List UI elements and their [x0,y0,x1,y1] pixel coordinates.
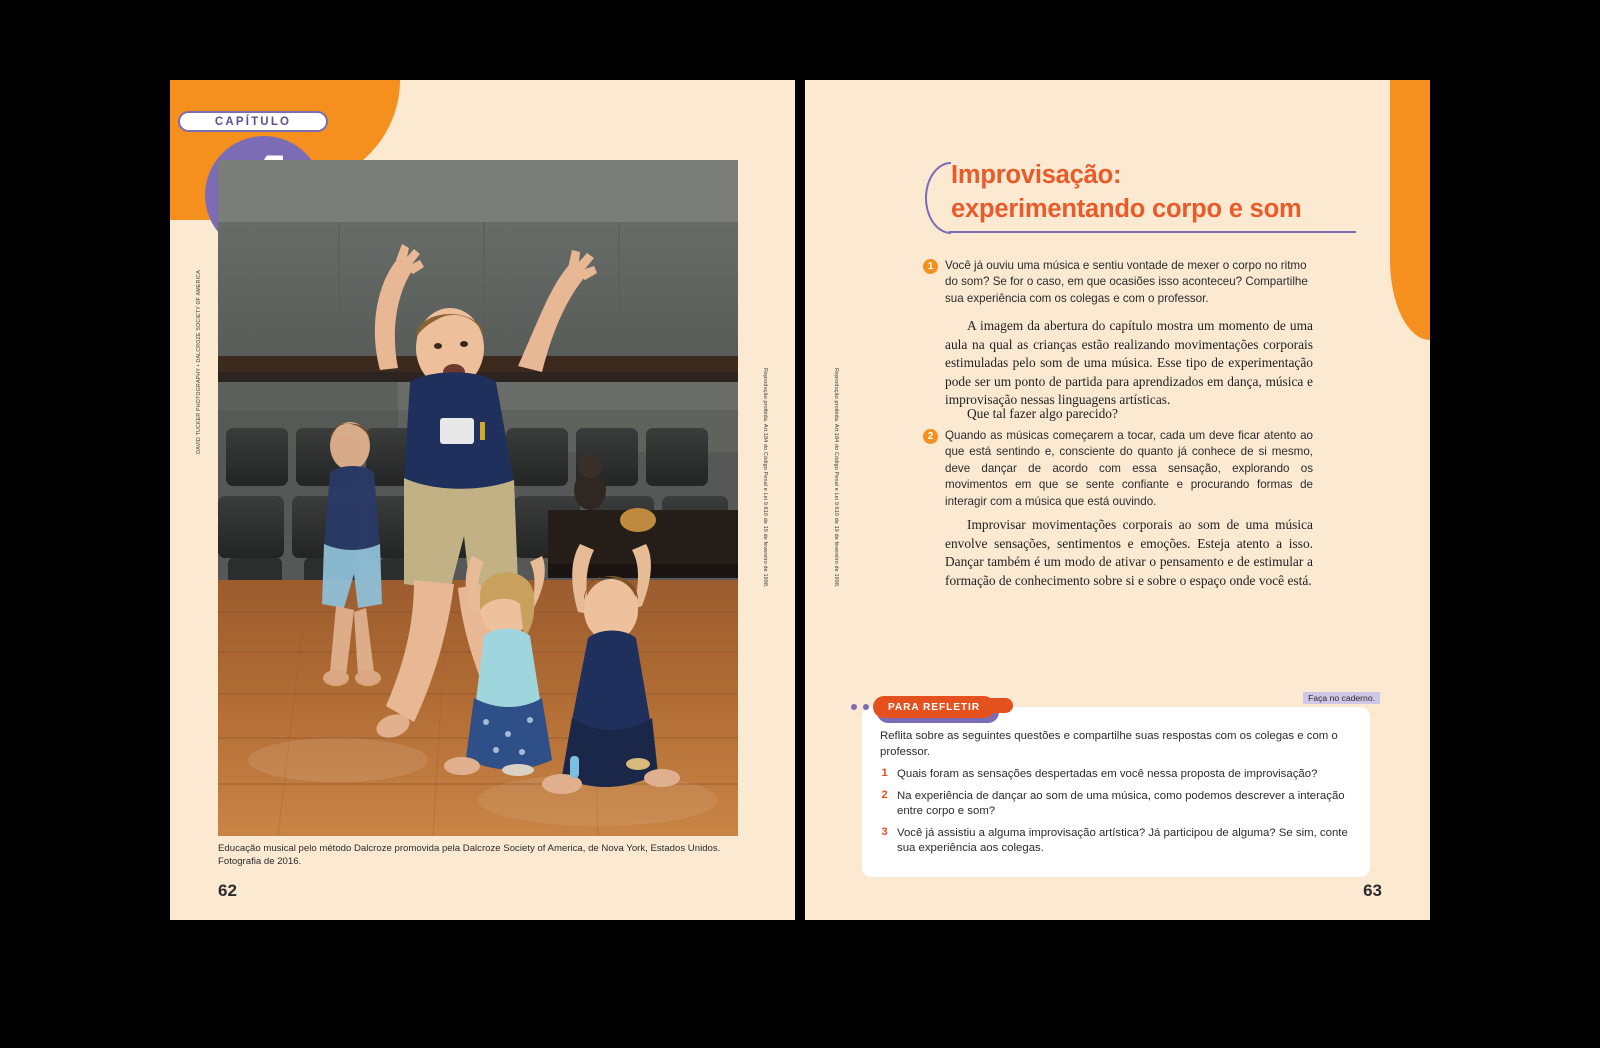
chapter-label-pill [178,111,328,132]
photo-credit-vertical: DAVID TUCKER PHOTOGRAPHY • DALCROZE SOCIETY OF AMERICA [196,270,202,454]
left-page [170,80,795,920]
numbered-activity-1 [923,258,1313,307]
body-paragraph-3: Improvisar movimentações corporais ao som de uma música envolve sensações, sentimentos e emoções. Esteja atento a isso. Dançar também é um modo de ativar o pensamento e de estimular a formação de conhecimento sobre si e sobre o espaço onde você está. [945,517,1313,588]
reflect-question-1 [880,767,1354,783]
activity-number-badge-1: 1 [923,259,938,274]
reflect-dot-decor-1 [851,704,857,710]
reflect-dot-decor-2 [863,704,869,710]
reflect-question-text-3: Você já assistiu a alguma improvisação artística? Já participou de alguma? Se sim, conte sua experiência aos colegas. [897,826,1348,854]
reflect-question-text-2: Na experiência de dançar ao som de uma música, como podemos descrever a interação entre corpo e som? [897,789,1345,817]
title-bracket-decor [925,162,951,234]
title-underline-decor [949,231,1356,233]
right-page [805,80,1430,920]
reflect-question-number-1: 1 [881,767,888,779]
activity-text-1: Você já ouviu uma música e sentiu vontade de mexer o corpo no ritmo do som? Se for o caso, em que ocasiões isso aconteceu? Compartilhe sua experiência com os colegas e com o professor. [945,259,1308,305]
reflect-question-2 [880,789,1354,820]
photo-illustration [218,160,738,836]
body-paragraph-1: A imagem da abertura do capítulo mostra um momento de uma aula na qual as crianças estão realizando movimentações corporais estimuladas pelo som de uma música. Esse tipo de experimentação pode ser um ponto de partida para aprendizados em dança, música e improvisação nessas linguagens artísticas. [945,318,1313,407]
reflect-question-3 [880,826,1354,857]
activity-text-2: Quando as músicas começarem a tocar, cada um deve ficar atento ao que está sentindo e, consciente do quanto já conhece de si mesmo, deve dançar de acordo com essa sensação, explorando os movimentos em que se sente confiante e procurando formas de interagir com a música que está ouvindo. [945,429,1313,508]
orange-decor-right [1390,80,1430,340]
reflect-question-number-2: 2 [881,788,888,801]
reflect-intro-text: Reflita sobre as seguintes questões e compartilhe suas respostas com os colegas e com o professor. [880,730,1338,758]
notebook-badge: Faça no caderno. [1303,692,1380,704]
copyright-note-right: Reprodução proibida. Art.184 do Código Penal e Lei 9.610 de 19 de fevereiro de 1998. [833,368,839,588]
reflect-question-text-1: Quais foram as sensações despertadas em você nessa proposta de improvisação? [897,768,1318,780]
title-line-1: Improvisação: [951,161,1122,189]
reflect-tab-label: PARA REFLETIR [887,701,981,713]
title-line-2: experimentando corpo e som [951,195,1302,224]
photo-caption: Educação musical pelo método Dalcroze promovida pela Dalcroze Society of America, de Nova York, Estados Unidos. Fotografia de 2016. [218,843,721,867]
title-text [951,158,1301,226]
reflect-tab [873,696,995,718]
copyright-note-left: Reprodução proibida. Art.184 do Código Penal e Lei 9.610 de 19 de fevereiro de 1998. [762,368,768,588]
body-paragraph-2: Que tal fazer algo parecido? [967,406,1118,421]
numbered-activity-2 [923,428,1313,510]
page-number-left: 62 [218,881,237,900]
page-number-right: 63 [1363,881,1382,900]
activity-number-badge-2: 2 [923,429,938,444]
chapter-label-text: CAPÍTULO [214,115,292,128]
reflect-box [862,707,1370,877]
reflect-question-number-3: 3 [881,825,888,838]
chapter-opening-photo [218,160,738,836]
